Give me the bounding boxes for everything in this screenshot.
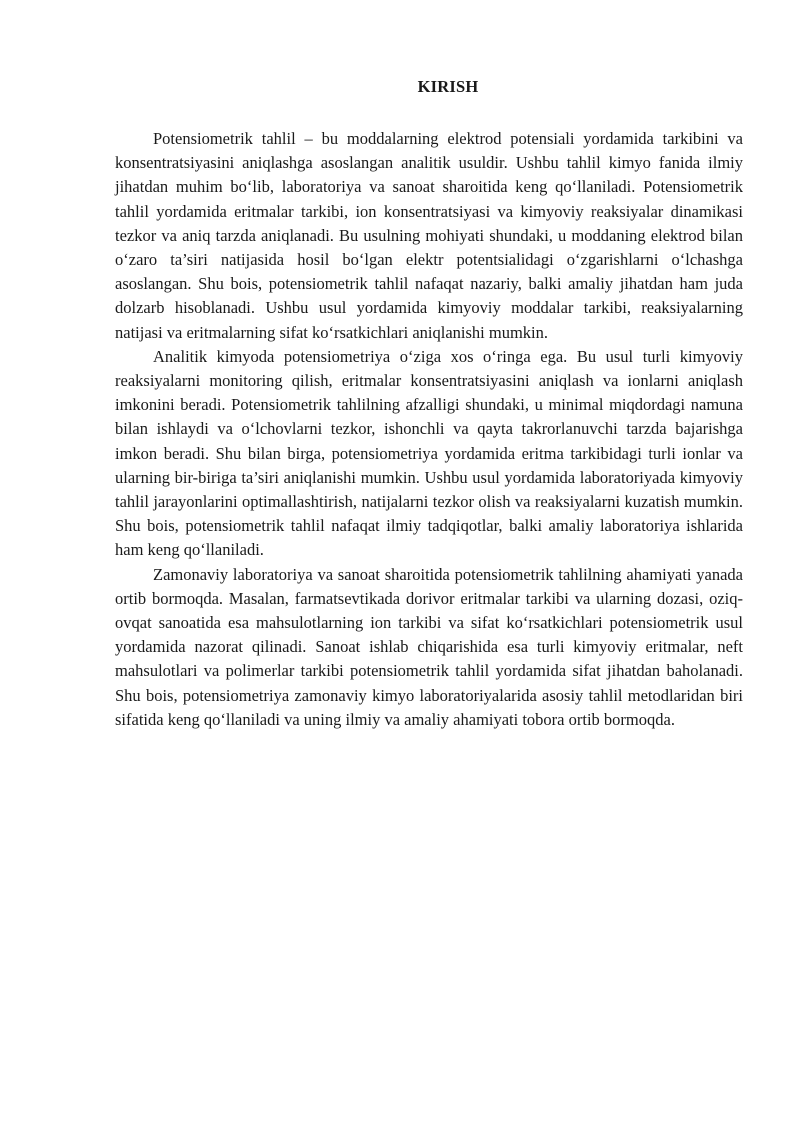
page-title: KIRISH (417, 77, 479, 96)
paragraph-1: Potensiometrik tahlil – bu moddalarning elektrod potensiali yordamida tarkibini va konsentratsiyasini aniqlashga asoslangan analitik usuldir. Ushbu tahlil kimyo fanida ilmiy jihatdan muhim bo‘lib, laboratoriya va sanoat sharoitida keng qo‘llaniladi. Potensiometrik tahlil yordamida eritmalar tarkibi, ion konsentratsiyasi va kimyoviy reaksiyalar dinamikasi tezkor va aniq tarzda aniqlanadi. Bu usulning mohiyati shundaki, u moddaning elektrod bilan o‘zaro ta’siri natijasida hosil bo‘lgan elektr potentsialidagi o‘zgarishlarni o‘lchashga asoslangan. Shu bois, potensiometrik tahlil nafaqat nazariy, balki amaliy jihatdan ham juda dolzarb hisoblanadi. Ushbu usul yordamida kimyoviy moddalar tarkibi, reaksiyalarning natijasi va eritmalarning sifat ko‘rsatkichlari aniqlanishi mumkin. (115, 129, 743, 342)
document-body (115, 76, 743, 732)
paragraph-2: Analitik kimyoda potensiometriya o‘ziga xos o‘ringa ega. Bu usul turli kimyoviy reaksiyalarni monitoring qilish, eritmalar konsentratsiyasini aniqlash va ionlarni aniqlash imkonini beradi. Potensiometrik tahlilning afzalligi shundaki, u minimal miqdordagi namuna bilan ishlaydi va o‘lchovlarni tezkor, ishonchli va qayta takrorlanuvchi tarzda bajarishga imkon beradi. Shu bilan birga, potensiometriya yordamida eritma tarkibidagi turli ionlar va ularning bir-biriga ta’siri aniqlanishi mumkin. Ushbu usul yordamida laboratoriyada kimyoviy tahlil jarayonlarini optimallashtirish, natijalarni tezkor olish va reaksiyalarni kuzatish mumkin. Shu bois, potensiometrik tahlil nafaqat ilmiy tadqiqotlar, balki amaliy laboratoriya ishlarida ham keng qo‘llaniladi. (115, 346, 743, 560)
paragraph-3: Zamonaviy laboratoriya va sanoat sharoitida potensiometrik tahlilning ahamiyati yanada ortib bormoqda. Masalan, farmatsevtikada dorivor eritmalar tarkibi va ularning dozasi, oziq-ovqat sanoatida esa mahsulotlarning ion tarkibi va sifat ko‘rsatkichlari potensiometrik usul yordamida nazorat qilinadi. Sanoat ishlab chiqarishida esa turli kimyoviy eritmalar, neft mahsulotlari va polimerlar tarkibi potensiometrik tahlil yordamida sifat jihatdan baholanadi. Shu bois, potensiometriya zamonaviy kimyo laboratoriyalarida asosiy tahlil metodlaridan biri sifatida keng qo‘llaniladi va uning ilmiy va amaliy ahamiyati tobora ortib bormoqda. (115, 564, 743, 729)
